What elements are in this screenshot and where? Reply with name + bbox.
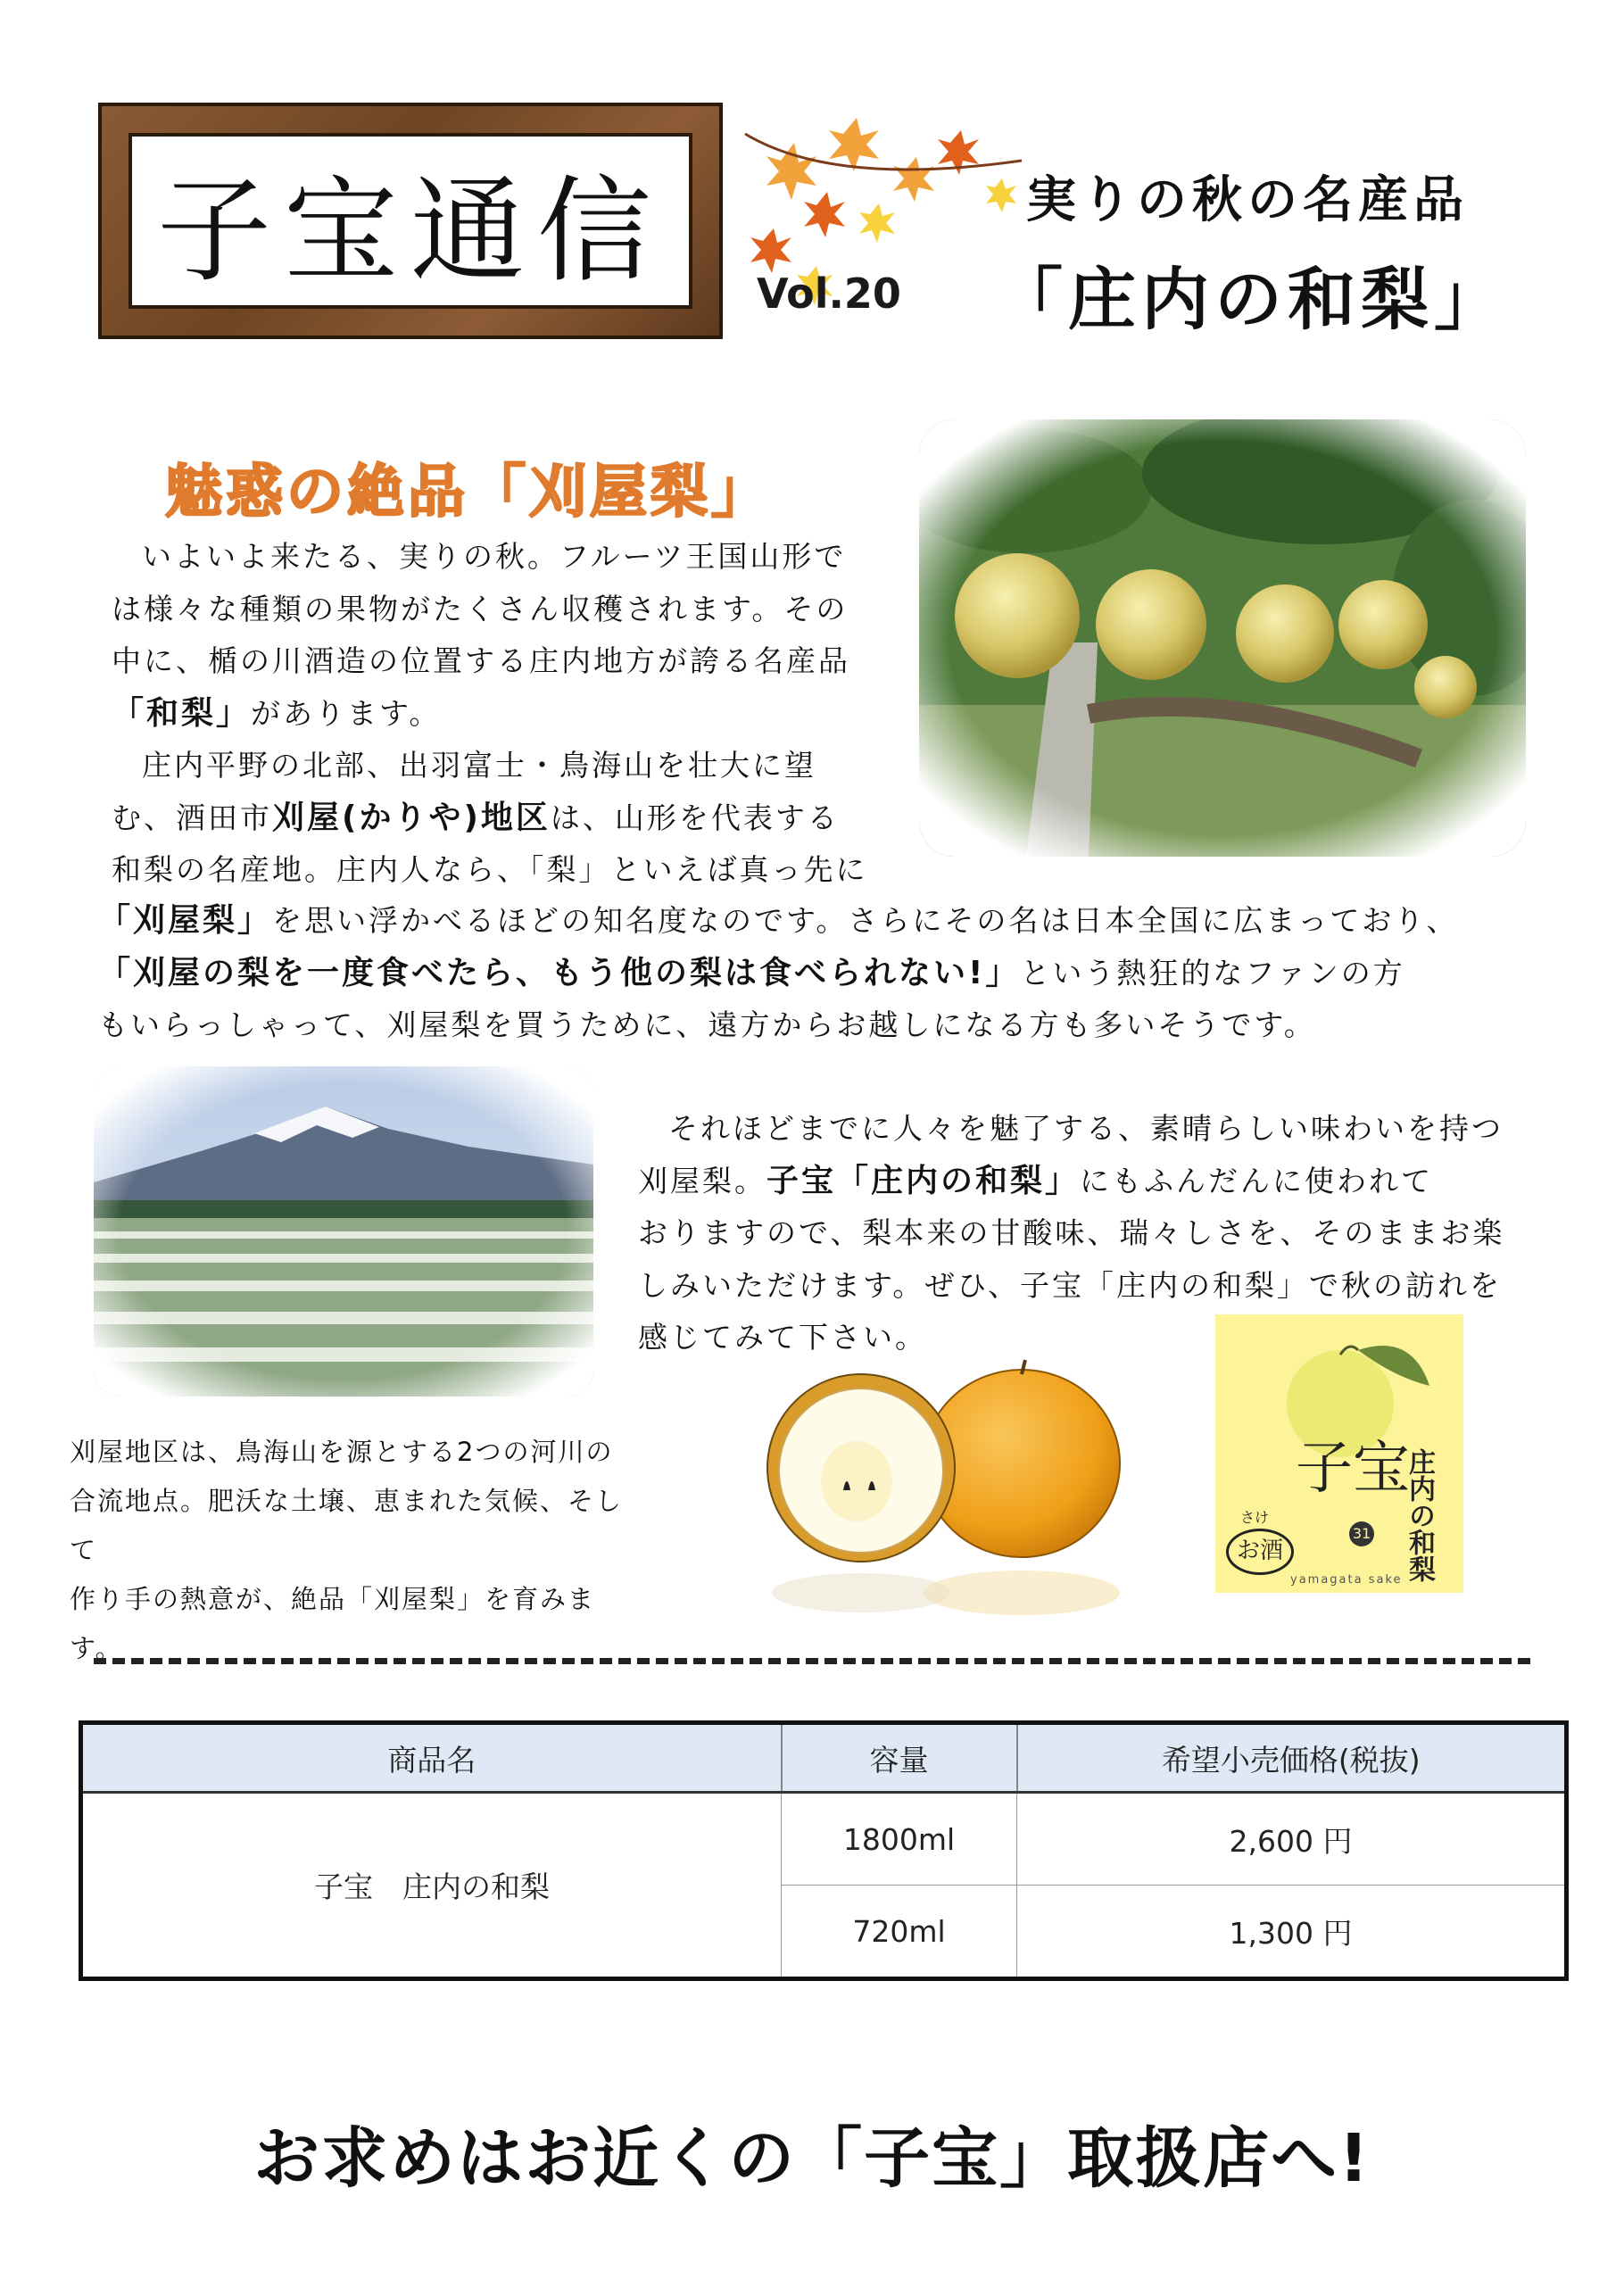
article-line: いよいよ来たる、実りの秋。フルーツ王国山形で: [142, 539, 847, 574]
sake-label-image: [1215, 1314, 1463, 1593]
article-line: という熱狂的なファンの方: [1020, 955, 1405, 991]
article-bold-text: 「刈屋梨」: [98, 902, 273, 939]
article-line: 刈屋梨。: [638, 1163, 766, 1198]
header-price: 希望小売価格(税抜): [1017, 1723, 1567, 1793]
volume-number: Vol.20: [757, 269, 901, 318]
label-small-text: さけ: [1240, 1509, 1270, 1526]
caption-line: 合流地点。肥沃な土壌、恵まれた気候、そして: [70, 1486, 624, 1565]
article-line: 庄内平野の北部、出羽富士・鳥海山を壮大に望: [142, 748, 816, 783]
article-line: を思い浮かべるほどの知名度なのです。さらにその名は日本全国に広まっており、: [272, 903, 1459, 938]
masthead-frame-inner: [128, 133, 692, 309]
article-bold-text: 刈屋(かりや)地区: [272, 799, 551, 836]
table-row: [81, 1793, 1567, 1886]
pear-illustration: [754, 1356, 1133, 1624]
kariya-field-photo: [94, 1066, 593, 1397]
header-product-name: 商品名: [81, 1723, 782, 1793]
pear-tree-photo: [919, 419, 1526, 857]
article-paragraph-1: [112, 531, 906, 897]
article-line: おりますので、梨本来の甘酸味、瑞々しさを、そのままお楽: [638, 1215, 1505, 1250]
price-table: [79, 1720, 1569, 1981]
masthead-main-title: 「庄内の和梨」: [995, 260, 1507, 339]
article-line: は、山形を代表する: [550, 800, 840, 835]
label-number-badge: 31: [1349, 1521, 1374, 1546]
article-line: があります。: [251, 695, 442, 731]
article-line: もいらっしゃって、刈屋梨を買うために、遠方からお越しになる方も多いそうです。: [98, 1007, 1316, 1042]
label-romaji: yamagata sake: [1290, 1573, 1403, 1587]
label-brand: 子宝: [1296, 1436, 1410, 1502]
label-sake-badge: お酒: [1226, 1529, 1294, 1575]
dashed-divider: [94, 1658, 1530, 1664]
masthead-frame: [98, 103, 723, 339]
article-line: 感じてみて下さい。: [638, 1320, 927, 1355]
cell-price: 2,600 円: [1017, 1793, 1567, 1886]
masthead-title: 子宝通信: [156, 164, 664, 298]
cell-price: 1,300 円: [1017, 1886, 1567, 1979]
article-line: 中に、楯の川酒造の位置する庄内地方が誇る名産品: [112, 643, 850, 678]
section-heading: 魅惑の絶品「刈屋梨」: [165, 460, 772, 526]
article-line: 和梨の名産地。庄内人なら、「梨」といえば真っ先に: [112, 852, 868, 887]
article-line: む、酒田市: [112, 800, 272, 835]
table-header-row: [81, 1723, 1567, 1793]
article-bold-text: 子宝「庄内の和梨」: [766, 1162, 1081, 1199]
header-volume: 容量: [782, 1723, 1017, 1793]
field-photo-caption: [70, 1428, 641, 1673]
article-bold-text: 「和梨」: [112, 694, 252, 732]
caption-line: 作り手の熱意が、絶品「刈屋梨」を育みます。: [70, 1584, 596, 1663]
article-bold-text: 「刈屋の梨を一度食べたら、もう他の梨は食べられない!」: [98, 954, 1021, 991]
cell-volume: 1800ml: [782, 1793, 1017, 1886]
cell-volume: 720ml: [782, 1886, 1017, 1979]
caption-line: 刈屋地区は、鳥海山を源とする2つの河川の: [70, 1437, 614, 1467]
article-line: しみいただけます。ぜひ、子宝「庄内の和梨」で秋の訪れを: [638, 1267, 1503, 1303]
article-line: は様々な種類の果物がたくさん収穫されます。その: [112, 591, 849, 626]
cell-product-name: 子宝 庄内の和梨: [81, 1793, 782, 1979]
call-to-action: お求めはお近くの「子宝」取扱店へ!: [253, 2120, 1371, 2197]
article-line: それほどまでに人々を魅了する、素晴らしい味わいを持つ: [668, 1111, 1504, 1146]
label-product-name: 庄内の和梨: [1404, 1448, 1435, 1582]
article-line: にもふんだんに使われて: [1080, 1163, 1434, 1198]
article-paragraph-2: [98, 895, 1544, 1052]
masthead-subtitle: 実りの秋の名産品: [1026, 171, 1469, 229]
